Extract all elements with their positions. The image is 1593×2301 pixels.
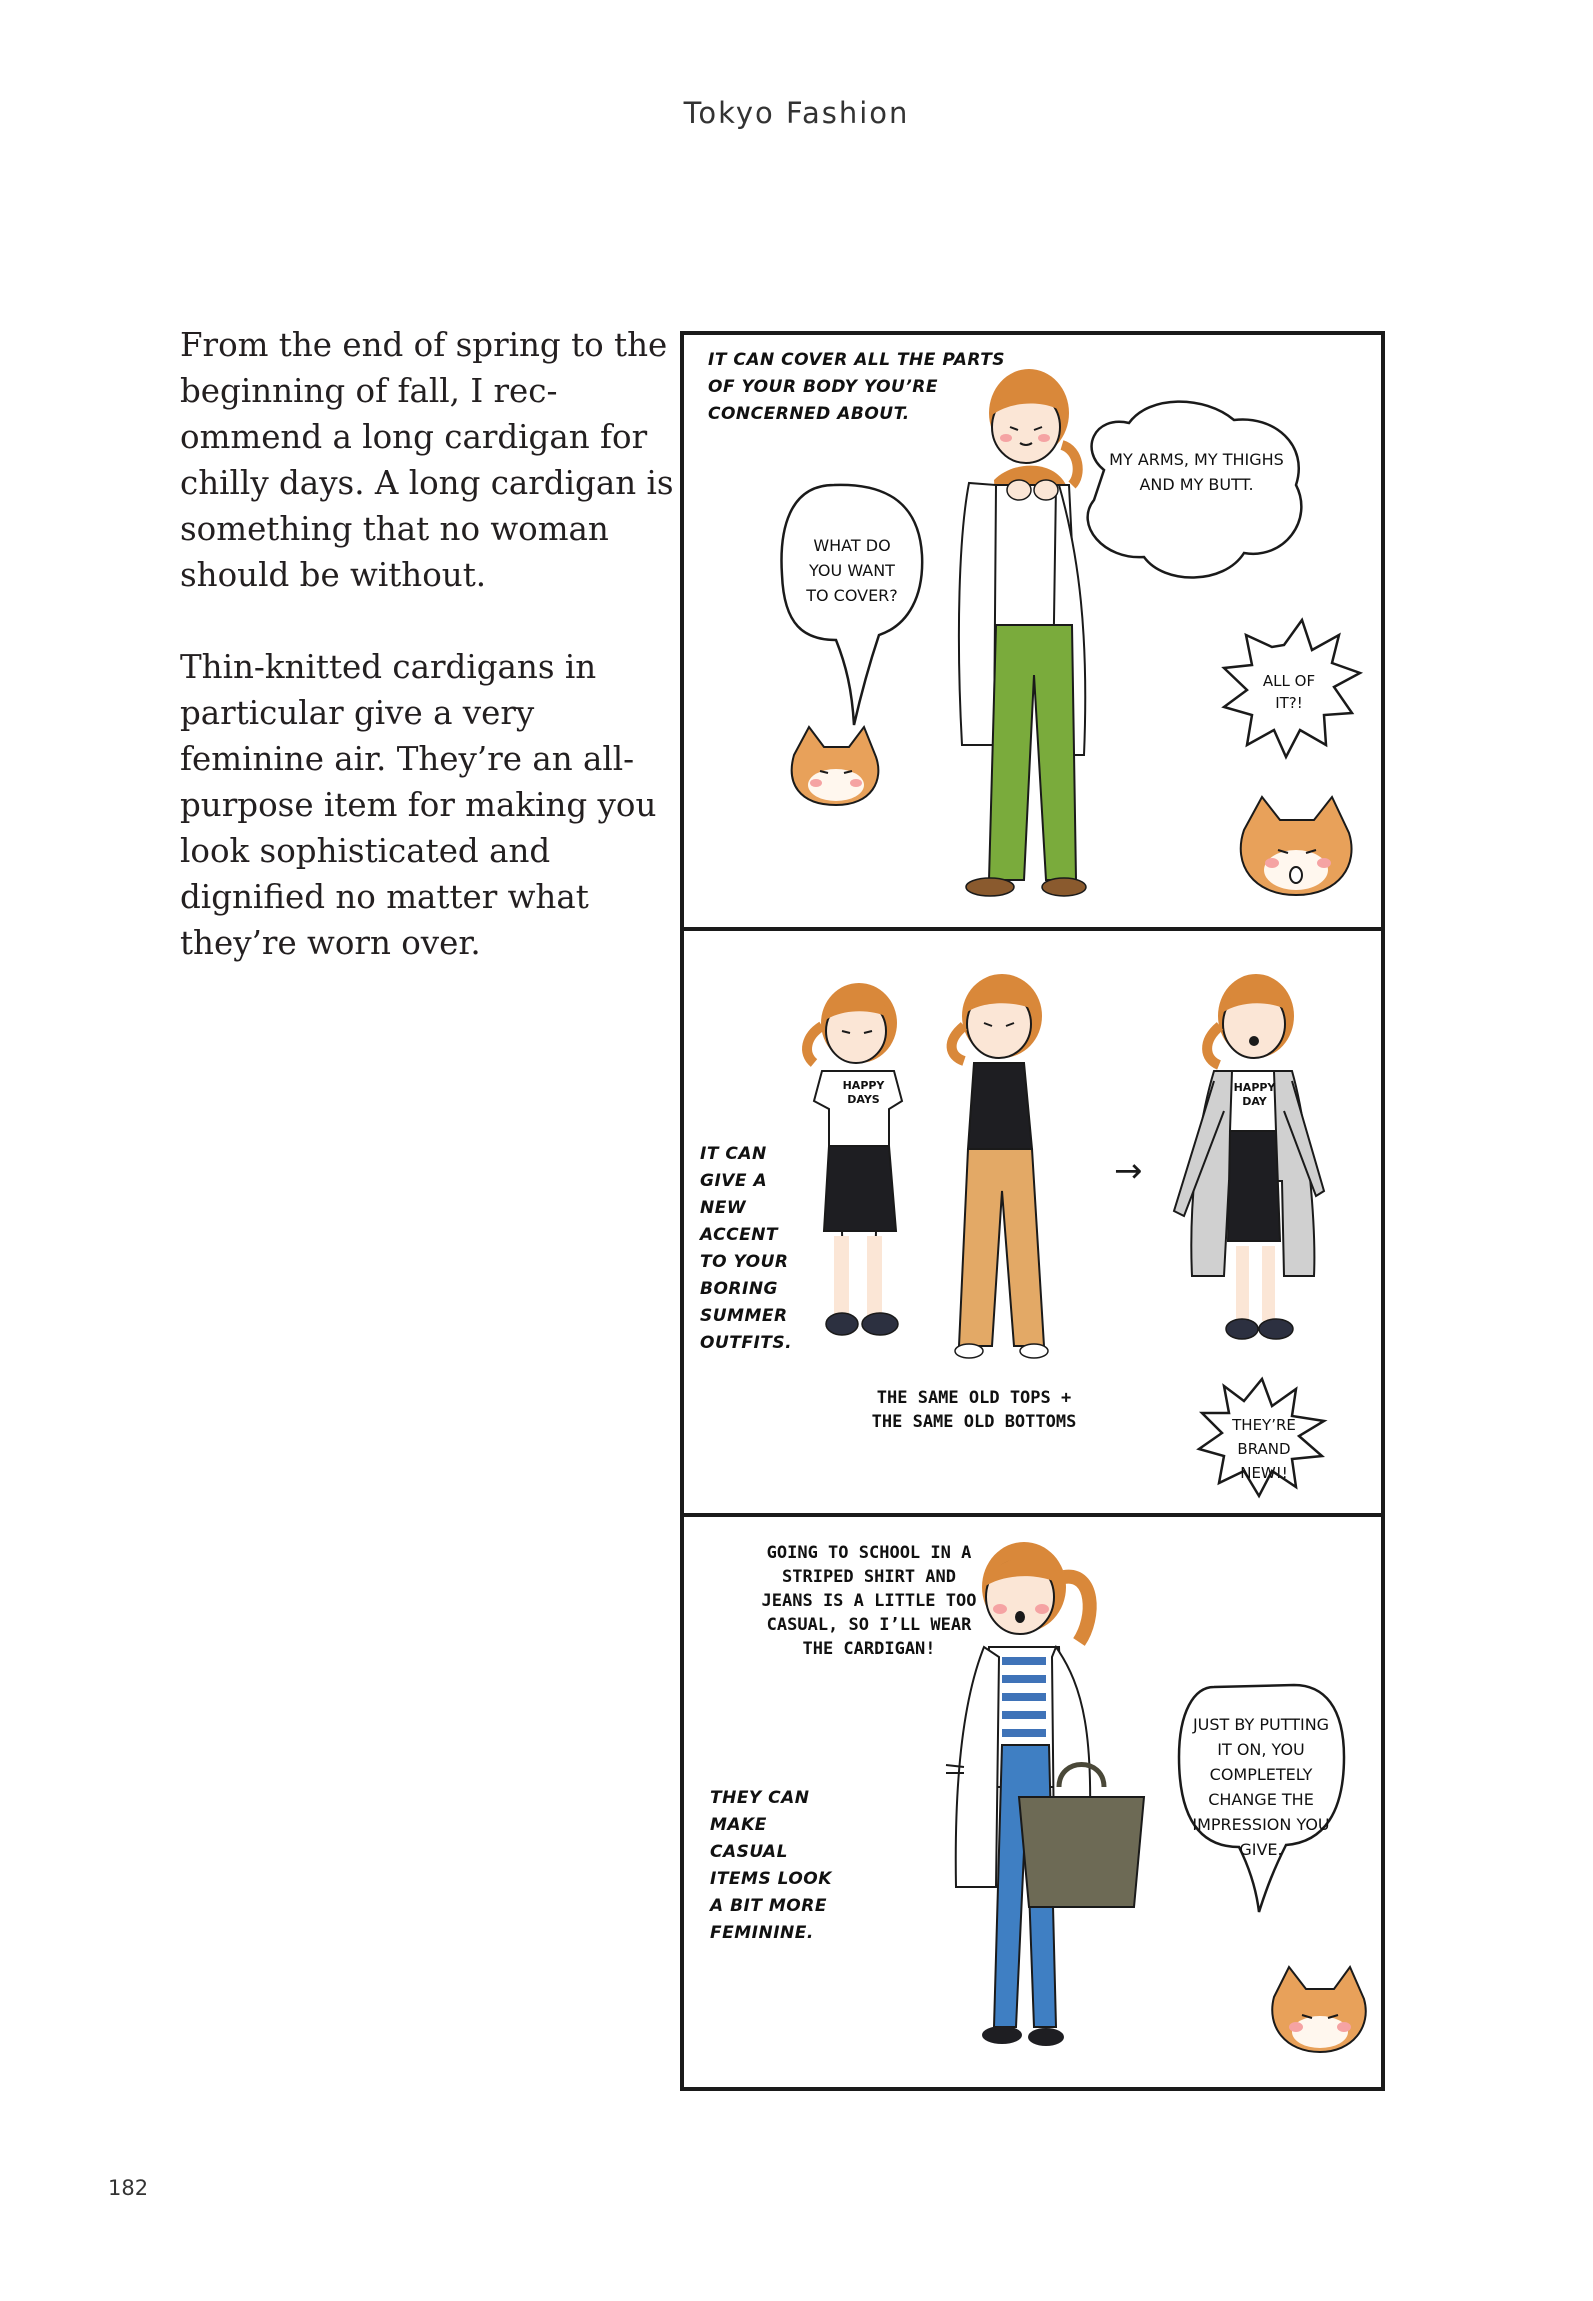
- panel-3-caption-top: GOING TO SCHOOL IN A STRIPED SHIRT AND JEANS IS A LITTLE TOO CASUAL, SO I’LL WEAR THE CARDIGAN!: [761, 1543, 977, 1659]
- shirt-text-left: HAPPY DAYS: [842, 1079, 885, 1106]
- shirt-text-right: HAPPY DAY: [1233, 1081, 1276, 1108]
- shiba-cat-bottom: [1272, 1967, 1366, 2052]
- woman-tshirt-skirt: [807, 983, 902, 1335]
- comic-panel-1: [680, 331, 1385, 931]
- running-title: Tokyo Fashion: [683, 96, 910, 130]
- panel-3-caption-left: THEY CAN MAKE CASUAL ITEMS LOOK A BIT MORE FEMININE.: [710, 1788, 832, 1943]
- shiba-cat-left: [792, 727, 879, 805]
- page-number: 182: [108, 2176, 149, 2200]
- panel-2-caption-bottom: THE SAME OLD TOPS + THE SAME OLD BOTTOMS: [871, 1388, 1077, 1432]
- arrow-icon: →: [1114, 1151, 1143, 1191]
- comic-strip: [680, 331, 1385, 2091]
- bubble-shock-text: ALL OF IT?!: [1262, 672, 1316, 712]
- panel-1-caption: IT CAN COVER ALL THE PARTS OF YOUR BODY YOU’RE CONCERNED ABOUT.: [708, 350, 1006, 424]
- woman-long-cardigan: [959, 369, 1086, 896]
- paragraph-1: From the end of spring to the beginning of fall, I recommend a long cardigan for chilly days. A long cardigan is something that no woman should be without.: [180, 326, 674, 594]
- woman-gray-cardigan: [1174, 974, 1324, 1339]
- woman-tank-tan-pants: [952, 974, 1048, 1358]
- shiba-cat-right: [1241, 797, 1352, 895]
- bubble-new-text: THEY’RE BRAND NEW!!: [1232, 1416, 1296, 1482]
- body-text: [180, 322, 680, 1012]
- bubble-tip-text: JUST BY PUTTING IT ON, YOU COMPLETELY CHANGE THE IMPRESSION YOU GIVE.: [1192, 1715, 1330, 1859]
- bubble-answer-text: MY ARMS, MY THIGHS AND MY BUTT.: [1109, 450, 1284, 494]
- panel-2-caption: IT CAN GIVE A NEW ACCENT TO YOUR BORING SUMMER OUTFITS.: [700, 1144, 793, 1353]
- comic-panel-2: [680, 927, 1385, 1517]
- bubble-question-text: WHAT DO YOU WANT TO COVER?: [806, 536, 898, 605]
- comic-panel-3: [680, 1513, 1385, 2091]
- paragraph-2: Thin-knitted cardigans in particular give a very feminine air. They’re an all-purpose item for making you look sophisticated and dignified no matter what they’re worn over.: [180, 648, 657, 962]
